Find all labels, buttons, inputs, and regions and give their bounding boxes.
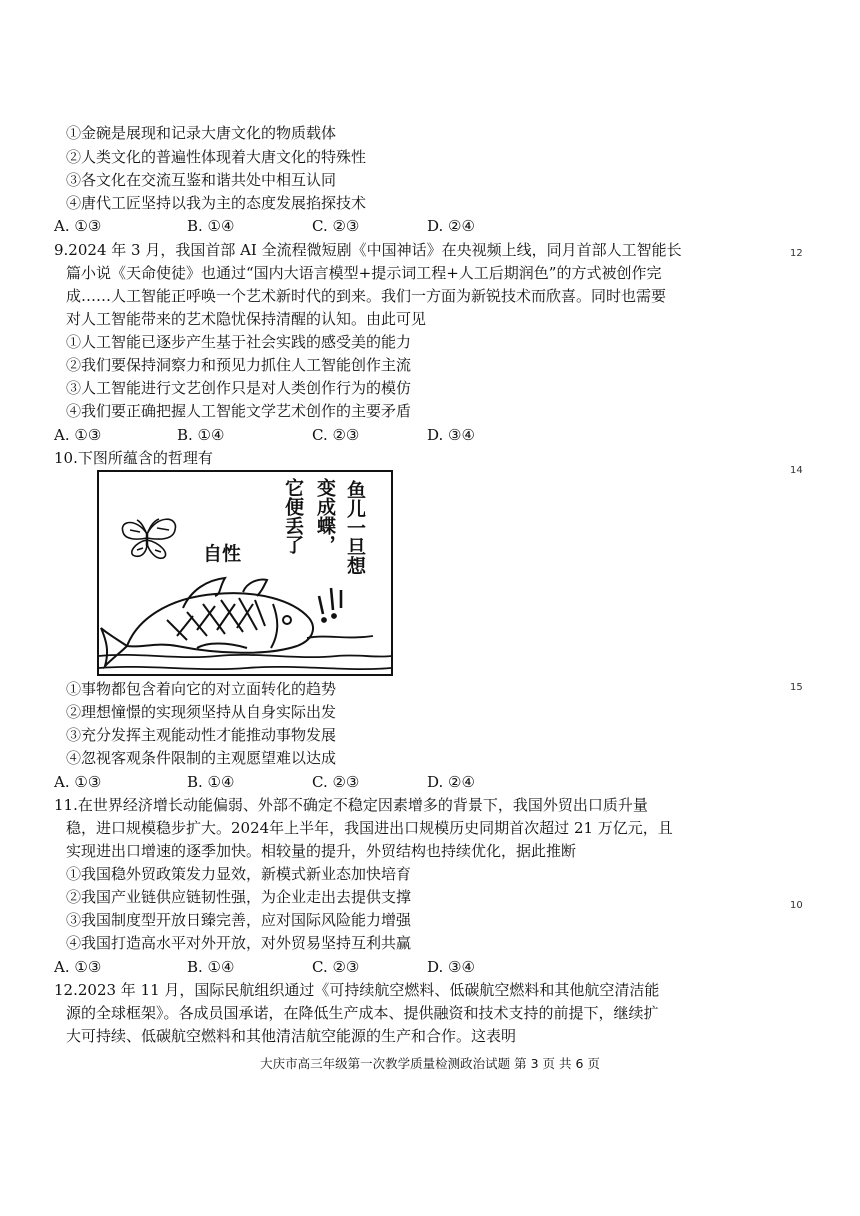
q8-option-3: ③各文化在交流互鉴和谐共处中相互认同 (66, 171, 337, 189)
q9-choice-c: C. ②③ (312, 426, 360, 444)
q9-choice-a: A. ①③ (54, 426, 102, 444)
q8-option-4: ④唐代工匠坚持以我为主的态度发展掐探技术 (66, 194, 367, 212)
q10-option-4: ④忽视客观条件限制的主观愿望难以达成 (66, 749, 337, 767)
q10-choice-a: A. ①③ (54, 773, 102, 791)
q12-stem-line-2: 源的全球框架》。各成员国承诺，在降低生产成本、提供融资和技术支持的前提下，继续扩 (66, 1004, 659, 1022)
q10-option-1: ①事物都包含着向它的对立面转化的趋势 (66, 680, 337, 698)
q9-choice-d: D. ③④ (427, 426, 475, 444)
q11-choice-a: A. ①③ (54, 958, 102, 976)
comic-text-col-1: 鱼儿一旦想 (344, 480, 366, 575)
q10-margin-number-top: 14 (790, 465, 803, 476)
comic-text-col-2: 变成蝶， (314, 478, 336, 554)
q10-choice-b: B. ①④ (187, 773, 235, 791)
q9-stem-line-1: 9.2024 年 3 月，我国首部 AI 全流程微短剧《中国神话》在央视频上线，同月首部人工智能长 (54, 241, 682, 259)
q9-option-3: ③人工智能进行文艺创作只是对人类创作行为的模仿 (66, 379, 412, 397)
q11-stem-line-2: 稳，进口规模稳步扩大。2024年上半年，我国进出口规模历史同期首次超过 21 万亿元，且 (66, 819, 673, 837)
q11-option-2: ②我国产业链供应链韧性强，为企业走出去提供支撑 (66, 888, 412, 906)
q10-option-3: ③充分发挥主观能动性才能推动事物发展 (66, 726, 337, 744)
comic-text-col-4: 自性 (203, 543, 242, 565)
q12-stem-line-3: 大可持续、低碳航空燃料和其他清洁航空能源的生产和合作。这表明 (66, 1027, 517, 1045)
comic-text-col-3: 它便丢了 (282, 478, 304, 554)
q10-choice-c: C. ②③ (312, 773, 360, 791)
q8-choice-d: D. ②④ (427, 217, 475, 235)
q11-stem-line-3: 实现进出口增速的逐季加快。相较量的提升，外贸结构也持续优化，据此推断 (66, 842, 577, 860)
q8-choice-a: A. ①③ (54, 217, 102, 235)
q11-option-1: ①我国稳外贸政策发力显效，新模式新业态加快培育 (66, 865, 412, 883)
q9-stem-line-4: 对人工智能带来的艺术隐忧保持清醒的认知。由此可见 (66, 310, 427, 328)
q8-choice-c: C. ②③ (312, 217, 360, 235)
q8-option-1: ①金碗是展现和记录大唐文化的物质载体 (66, 124, 337, 142)
q11-stem-line-1: 11.在世界经济增长动能偏弱、外部不确定不稳定因素增多的背景下，我国外贸出口质升量 (54, 796, 648, 814)
q9-option-4: ④我们要正确把握人工智能文学艺术创作的主要矛盾 (66, 402, 412, 420)
q11-choice-b: B. ①④ (187, 958, 235, 976)
q11-choice-d: D. ③④ (427, 958, 475, 976)
q9-margin-number: 12 (790, 248, 803, 259)
page-footer: 大庆市高三年级第一次教学质量检测政治试题 第 3 页 共 6 页 (260, 1056, 600, 1071)
q9-choice-b: B. ①④ (177, 426, 225, 444)
q12-stem-line-1: 12.2023 年 11 月，国际民航组织通过《可持续航空燃料、低碳航空燃料和其他航空清洁能 (54, 981, 660, 999)
q9-option-1: ①人工智能已逐步产生基于社会实践的感受美的能力 (66, 333, 412, 351)
q10-choice-d: D. ②④ (427, 773, 475, 791)
q11-choice-c: C. ②③ (312, 958, 360, 976)
q8-option-2: ②人类文化的普遍性体现着大唐文化的特殊性 (66, 148, 367, 166)
fish-butterfly-cartoon (97, 470, 393, 676)
q10-stem: 10.下图所蕴含的哲理有 (54, 449, 213, 467)
q9-option-2: ②我们要保持洞察力和预见力抓住人工智能创作主流 (66, 356, 412, 374)
q9-stem-line-3: 成……人工智能正呼唤一个艺术新时代的到来。我们一方面为新锐技术而欣喜。同时也需要 (66, 287, 667, 305)
q8-choice-b: B. ①④ (187, 217, 235, 235)
q10-margin-number-bottom: 15 (790, 682, 803, 693)
q9-stem-line-2: 篇小说《天命使徒》也通过“国内大语言模型+提示词工程+人工后期润色”的方式被创作完 (66, 264, 662, 282)
q10-option-2: ②理想憧憬的实现须坚持从自身实际出发 (66, 703, 337, 721)
q11-option-3: ③我国制度型开放日臻完善，应对国际风险能力增强 (66, 911, 412, 929)
q11-margin-number: 10 (790, 900, 803, 911)
q11-option-4: ④我国打造高水平对外开放，对外贸易坚持互利共赢 (66, 934, 412, 952)
